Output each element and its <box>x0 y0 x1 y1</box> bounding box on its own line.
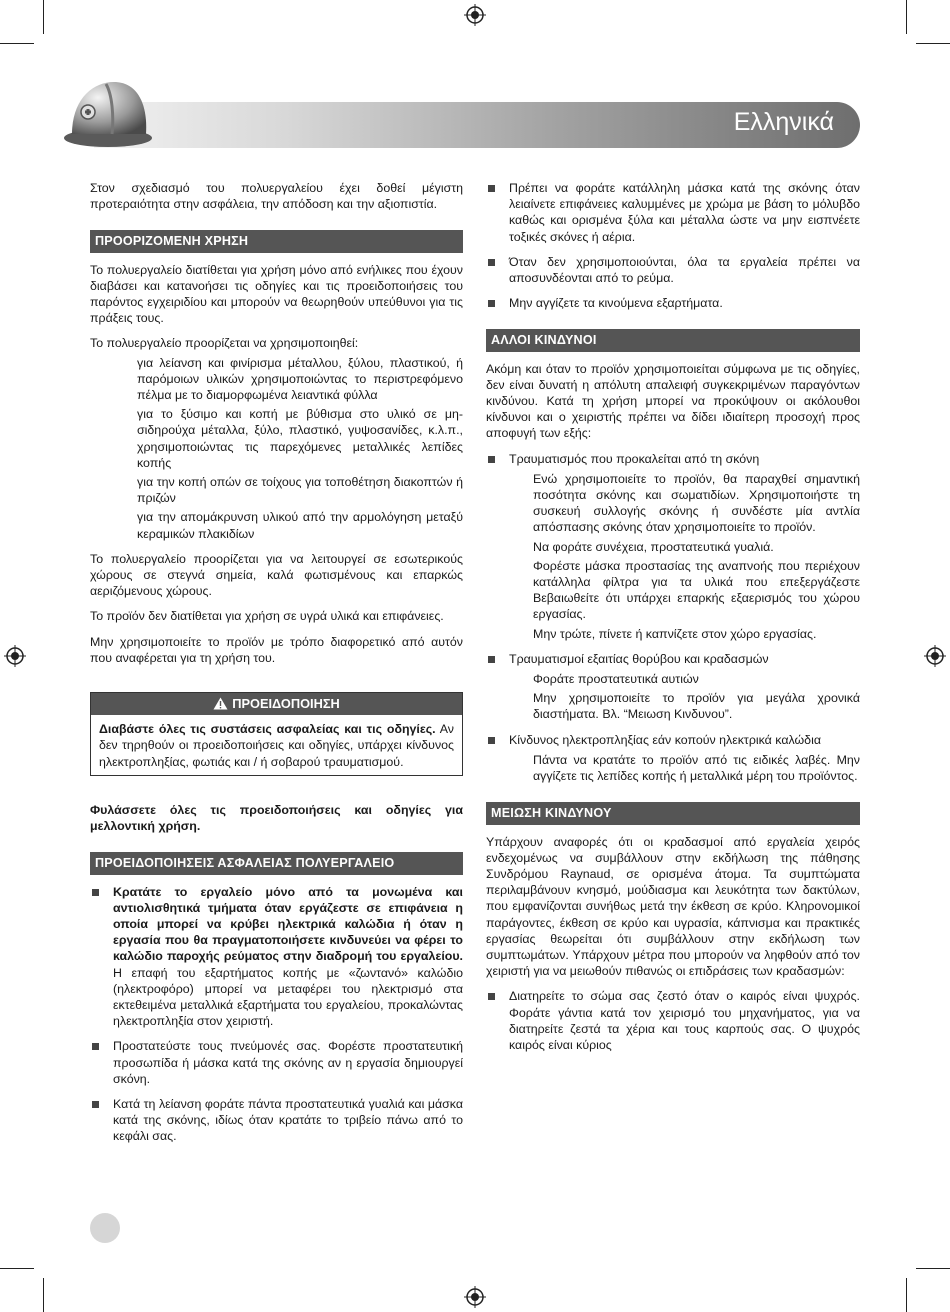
risk-details <box>533 471 860 642</box>
intended-use-paragraph: Το πολυεργαλείο διατίθεται για χρήση μόνο από ενήλικες που έχουν διαβάσει και κατανοήσει τις οδηγίες και τις προειδοποιήσεις του παρόντος εγχειριδίου και μπορούν να θεωρηθούν υπεύθυνοι για τις πράξεις τους. <box>90 262 463 326</box>
registration-mark-icon <box>924 645 946 667</box>
risk-detail: Να φοράτε συνέχεια, προστατευτικά γυαλιά. <box>533 539 774 554</box>
warning-title: ΠΡΟΕΙΔΟΠΟΙΗΣΗ <box>232 696 340 712</box>
safety-bold-text: Κρατάτε το εργαλείο μόνο από τα μονωμένα και αντιολισθητικά τμήματα όταν εργάζεστε σε επιφάνεια η οποία μπορεί να κρύβει ηλεκτρικά καλώδια ή όταν η εργασία που θα πραγματοποιήσετε κινδυνεύει να φέρει το καλώδιο παροχής ρεύματος στην διαδρομή του εργαλείου. <box>113 884 463 964</box>
safety-helmet-icon <box>58 72 158 152</box>
intro-paragraph: Στον σχεδιασμό του πολυεργαλείου έχει δοθεί μέγιστη προτεραιότητα στην ασφάλεια, την απόδοση και την αξιοπιστία. <box>90 181 463 212</box>
safety-warnings-heading: ΠΡΟΕΙΔΟΠΟΙΗΣΕΙΣ ΑΣΦΑΛΕΙΑΣ ΠΟΛΥΕΡΓΑΛΕΙΟ <box>90 852 463 874</box>
risk-title: Τραυματισμοί εξαιτίας θορύβου και κραδασμών <box>509 651 769 666</box>
risk-reduction-heading: ΜΕΙΩΣΗ ΚΙΝΔΥΝΟΥ <box>486 802 860 824</box>
risk-detail: Φοράτε προστατευτικά αυτιών <box>533 672 699 687</box>
intended-uses-list <box>137 355 463 542</box>
risk-reduction-paragraph: Υπάρχουν αναφορές ότι οι κραδασμοί από εργαλεία χειρός ενδεχομένως να συμβάλλουν στην εκδήλωση της πάθησης Συνδρόμου Raynaud, σε ορισμένα άτομα. Τα συμπτώματα περιλαμβάνουν κνησμό, μούδιασμα και λευκότητα των δακτύλων, που εμφανίζονται συνήθως μετά την έκθεση σε κρύο. Κληρονομικοί παράγοντες, έκθεση σε κρύο και υγρασία, κάπνισμα και πρακτικές εργασίας θεωρείται ότι συμβάλλουν στην εκδήλωση των συμπτωμάτων. Υπάρχουν μέτρα που μπορούν να ληφθούν από τον χειριστή για να μειωθούν πιθανώς οι επιδράσεις των κραδασμών: <box>486 834 860 979</box>
crop-mark <box>0 1268 34 1269</box>
right-column <box>486 180 860 1062</box>
list-item <box>486 732 860 785</box>
list-item <box>90 884 463 1030</box>
list-item: Προστατεύστε τους πνεύμονές σας. Φορέστε προστατευτική προσωπίδα ή μάσκα κατά της σκόνης αν η εργασία δημιουργεί σκόνη. <box>90 1038 463 1087</box>
list-item: Διατηρείτε το σώμα σας ζεστό όταν ο καιρός είναι ψυχρός. Φοράτε γάντια κατά τον χειρισμό του μηχανήματος, για να διατηρείτε ζεστά τα χέρια και τους καρπούς σας. Ο ψυχρός καιρός είναι κύριος <box>486 988 860 1053</box>
crop-mark <box>906 0 907 34</box>
crop-mark <box>43 0 44 34</box>
crop-mark <box>916 43 950 44</box>
list-item: Όταν δεν χρησιμοποιούνται, όλα τα εργαλεία πρέπει να αποσυνδέονται από το ρεύμα. <box>486 254 860 286</box>
list-item: Μην αγγίζετε τα κινούμενα εξαρτήματα. <box>486 295 860 311</box>
other-risks-heading: ΑΛΛΟΙ ΚΙΝΔΥΝΟΙ <box>486 329 860 351</box>
intended-use-paragraph: Το προϊόν δεν διατίθεται για χρήση σε υγρά υλικά και επιφάνειες. <box>90 609 444 624</box>
risk-details <box>533 671 860 723</box>
page-number-tab <box>90 1213 120 1243</box>
intended-use-paragraph: Το πολυεργαλείο προορίζεται για να λειτουργεί σε εσωτερικούς χώρους σε στεγνά σημεία, καλά φωτισμένους και επαρκώς αεριζόμενους χώρους. <box>90 551 463 599</box>
left-column <box>90 180 463 1154</box>
intended-use-item: για την κοπή οπών σε τοίχους για τοποθέτηση διακοπτών ή πριζών <box>137 475 463 506</box>
risk-detail: Ενώ χρησιμοποιείτε το προϊόν, θα παραχθεί σημαντική ποσότητα σκόνης και σωματιδίων. Χρησιμοποιήστε τη συσκευή συλλογής σκόνης ή συνδέστε μία αντλία απόσπασης σκόνης όταν χρησιμοποιείτε το προϊόν. <box>533 471 860 535</box>
warning-triangle-icon <box>213 697 228 710</box>
registration-mark-icon <box>4 645 26 667</box>
warning-heading <box>91 693 462 715</box>
keep-instructions-note: Φυλάσσετε όλες τις προειδοποιήσεις και οδηγίες για μελλοντική χρήση. <box>90 802 463 834</box>
crop-mark <box>43 1278 44 1312</box>
intended-use-item: για λείανση και φινίρισμα μέταλλου, ξύλου, πλαστικού, ή παρόμοιων υλικών χρησιμοποιώντας το περιστρεφόμενο πέλμα με το διαμορφωμένα λειαντικά φύλλα <box>137 355 463 403</box>
safety-warnings-list <box>90 884 463 1145</box>
registration-mark-icon <box>464 1286 486 1308</box>
risk-title: Τραυματισμός που προκαλείται από τη σκόνη <box>509 451 760 466</box>
risk-details <box>533 752 860 784</box>
crop-mark <box>916 1268 950 1269</box>
intended-use-lead: Το πολυεργαλείο προορίζεται να χρησιμοποιηθεί: <box>90 336 359 351</box>
intended-use-heading: ΠΡΟΟΡΙΖΟΜΕΝΗ ΧΡΗΣΗ <box>90 230 463 252</box>
safety-warnings-list-continued <box>486 180 860 311</box>
warning-body <box>91 715 462 775</box>
risk-detail: Πάντα να κρατάτε το προϊόν από τις ειδικές λαβές. Μην αγγίζετε τις λεπίδες κοπής ή μεταλλικά μέρη του προϊόντος. <box>533 752 860 784</box>
list-item: Πρέπει να φοράτε κατάλληλη μάσκα κατά της σκόνης όταν λειαίνετε επιφάνειες καλυμμένες με χρώμα με βάση το μόλυβδο καθώς και ορισμένα ξύλα και μέταλλα ώστε να μην εισπνέετε τοξικές σκόνες ή αέρια. <box>486 180 860 245</box>
risk-detail: Φορέστε μάσκα προστασίας της αναπνοής που περιέχουν κατάλληλα φίλτρα για τα υλικά που επεξεργάζεστε Βεβαιωθείτε ότι υπάρχει επαρκής εξαερισμός του χώρου εργασίας. <box>533 558 860 622</box>
crop-mark <box>906 1278 907 1312</box>
language-title: Ελληνικά <box>733 108 834 136</box>
warning-text: Αν δεν τηρηθούν οι προειδοποιήσεις και οδηγίες, υπάρχει κίνδυνος ηλεκτροπληξίας, φωτιάς και / ή σοβαρού τραυματισμού. <box>99 722 454 769</box>
warning-box <box>90 692 463 776</box>
list-item: Κατά τη λείανση φοράτε πάντα προστατευτικά γυαλιά και μάσκα κατά της σκόνης, ιδίως όταν κρατάτε το τριβείο πάνω από το κεφάλι σας. <box>90 1096 463 1145</box>
other-risks-intro: Ακόμη και όταν το προϊόν χρησιμοποιείται σύμφωνα με τις οδηγίες, δεν είναι δυνατή η απόλυτη απαλειφή συγκεκριμένων παραγόντων κινδύνου. Κατά τη χρήση μπορεί να προκύψουν οι ακόλουθοι κίνδυνοι και ο χειριστής πρέπει να δίδει ιδιαίτερη προσοχή προς αποφυγή των εξής: <box>486 361 860 441</box>
risk-detail: Μην τρώτε, πίνετε ή καπνίζετε στον χώρο εργασίας. <box>533 626 817 641</box>
language-banner <box>94 102 860 148</box>
registration-mark-icon <box>464 4 486 26</box>
intended-use-item: για το ξύσιμο και κοπή με βύθισμα στο υλικό σε μη-σιδηρούχα μέταλλα, ξύλο, πλαστικό, γυψοσανίδες, κ.λ.π., χρησιμοποιώντας τις παρεχόμενες μεταλλικές λεπίδες κοπής <box>137 407 463 470</box>
risk-detail: Μην χρησιμοποιείτε το προϊόν για μεγάλα χρονικά διαστήματα. Βλ. “Μειωση Κινδυνου”. <box>533 691 860 722</box>
warning-bold-text: Διαβάστε όλες τις συστάσεις ασφαλείας και τις οδηγίες. <box>99 722 436 737</box>
risk-reduction-list <box>486 988 860 1053</box>
safety-text: Η επαφή του εξαρτήματος κοπής με «ζωντανό» καλώδιο (ηλεκτροφόρο) μπορεί να μεταφέρει του ηλεκτρισμό στα εκτεθειμένα μεταλλικά εξαρτήματα του εργαλείου, προκαλώντας ηλεκτροπληξία στον χειριστή. <box>113 965 463 1029</box>
list-item <box>486 651 860 723</box>
risk-title: Κίνδυνος ηλεκτροπληξίας εάν κοπούν ηλεκτρικά καλώδια <box>509 732 821 747</box>
list-item <box>486 451 860 642</box>
other-risks-list <box>486 451 860 785</box>
crop-mark <box>0 43 34 44</box>
intended-use-paragraph: Μην χρησιμοποιείτε το προϊόν με τρόπο διαφορετικό από αυτόν που αναφέρεται για τη χρήση του. <box>90 634 463 665</box>
intended-use-item: για την απομάκρυνση υλικού από την αρμολόγηση μεταξύ κεραμικών πλακιδίων <box>137 510 463 541</box>
